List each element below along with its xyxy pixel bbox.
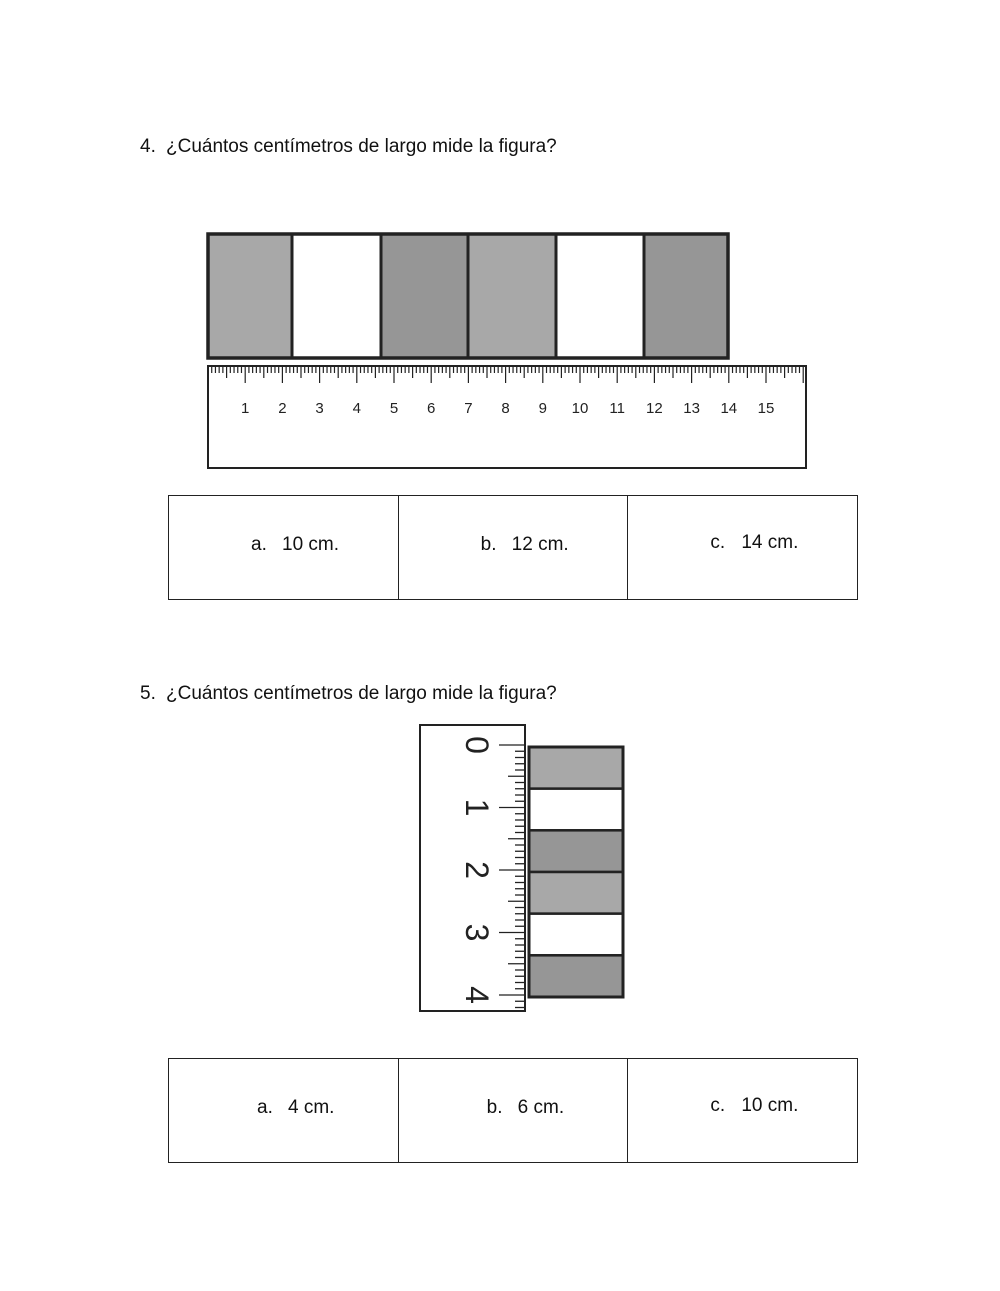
question-5-prompt bbox=[140, 683, 557, 705]
ruler-label-1: 1 bbox=[459, 798, 495, 817]
figure-segment-3 bbox=[529, 830, 623, 872]
figure-square-6 bbox=[644, 234, 728, 358]
ruler-label-15: 15 bbox=[757, 400, 775, 417]
ruler-label-1: 1 bbox=[241, 400, 250, 417]
question-4-option-a[interactable] bbox=[169, 496, 399, 599]
option-letter: b. bbox=[480, 534, 497, 555]
ruler-label-13: 13 bbox=[683, 400, 700, 417]
ruler-label-4: 4 bbox=[352, 400, 361, 417]
figure-segment-4 bbox=[529, 872, 623, 914]
question-4-option-c[interactable] bbox=[628, 496, 857, 599]
question-4-figure bbox=[200, 228, 812, 474]
ruler-body bbox=[208, 366, 806, 468]
option-value: 10 cm. bbox=[741, 1095, 799, 1116]
option-letter: a. bbox=[251, 534, 267, 555]
ruler-label-8: 8 bbox=[501, 400, 510, 417]
question-4-text: ¿Cuántos centímetros de largo mide la figura? bbox=[166, 136, 557, 157]
option-value: 6 cm. bbox=[517, 1097, 565, 1118]
ruler-label-4: 4 bbox=[459, 986, 495, 1004]
figure-segment-1 bbox=[529, 747, 623, 789]
ruler-label-2: 2 bbox=[278, 400, 287, 417]
figure-square-3 bbox=[381, 234, 468, 358]
question-5-answers bbox=[168, 1058, 858, 1163]
figure-segment-5 bbox=[529, 914, 623, 956]
ruler-label-14: 14 bbox=[720, 400, 738, 417]
figure-segment-2 bbox=[529, 789, 623, 831]
question-4-number: 4. bbox=[140, 136, 156, 157]
question-5-option-b[interactable] bbox=[399, 1059, 629, 1162]
option-letter: c. bbox=[710, 532, 726, 553]
ruler-label-0: 0 bbox=[459, 736, 495, 754]
ruler-label-7: 7 bbox=[464, 400, 473, 417]
question-5-figure bbox=[415, 720, 630, 1016]
question-5-option-a[interactable] bbox=[169, 1059, 399, 1162]
option-letter: b. bbox=[486, 1097, 503, 1118]
option-letter: a. bbox=[257, 1097, 273, 1118]
ruler-label-2: 2 bbox=[459, 861, 495, 879]
question-4-option-b[interactable] bbox=[399, 496, 629, 599]
ruler-label-6: 6 bbox=[427, 400, 436, 417]
question-5-text: ¿Cuántos centímetros de largo mide la figura? bbox=[166, 683, 557, 704]
option-letter: c. bbox=[710, 1095, 726, 1116]
ruler-label-3: 3 bbox=[459, 923, 495, 942]
figure-square-1 bbox=[208, 234, 292, 358]
option-value: 10 cm. bbox=[282, 534, 340, 555]
option-value: 4 cm. bbox=[288, 1097, 335, 1118]
question-4-answers bbox=[168, 495, 858, 600]
ruler-label-10: 10 bbox=[571, 400, 589, 417]
figure-segment-6 bbox=[529, 955, 623, 997]
ruler-label-9: 9 bbox=[538, 400, 547, 417]
option-value: 14 cm. bbox=[741, 532, 799, 553]
figure-square-2 bbox=[292, 234, 381, 358]
figure-square-5 bbox=[556, 234, 644, 358]
ruler-label-3: 3 bbox=[315, 400, 324, 417]
ruler-label-11: 11 bbox=[609, 400, 625, 417]
question-5-option-c[interactable] bbox=[628, 1059, 857, 1162]
ruler-label-5: 5 bbox=[389, 400, 399, 417]
ruler-label-12: 12 bbox=[646, 400, 663, 417]
option-value: 12 cm. bbox=[511, 534, 569, 555]
question-4-prompt bbox=[140, 136, 557, 158]
question-5-number: 5. bbox=[140, 683, 156, 704]
figure-square-4 bbox=[468, 234, 556, 358]
